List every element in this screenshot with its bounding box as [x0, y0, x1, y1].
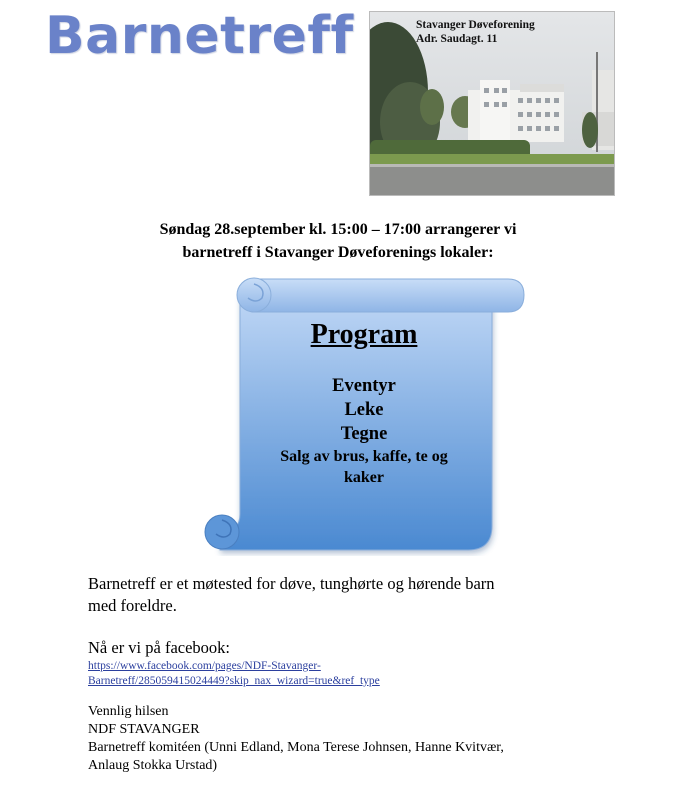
- caption-line: Stavanger Døveforening: [416, 19, 535, 31]
- facebook-heading: Nå er vi på facebook:: [88, 638, 231, 657]
- program-item: Tegne: [340, 424, 388, 444]
- committee-line: Barnetreff komitéen (Unni Edland, Mona Terese Johnsen, Hanne Kvitvær,: [88, 740, 504, 755]
- intro-line: barnetreff i Stavanger Døveforenings lokaler:: [182, 244, 494, 261]
- event-intro: [60, 218, 616, 264]
- link-line[interactable]: Barnetreff/285059415024449?skip_nax_wizard=true&ref_type: [88, 675, 380, 687]
- facebook-link[interactable]: [88, 659, 428, 689]
- page-title: Barnetreff: [45, 6, 354, 66]
- program-item: Salg av brus, kaffe, te og: [280, 448, 448, 465]
- intro-line: Søndag 28.september kl. 15:00 – 17:00 arrangerer vi: [159, 221, 517, 238]
- building-photo: [369, 11, 615, 196]
- link-line[interactable]: https://www.facebook.com/pages/NDF-Stavanger-: [88, 660, 321, 672]
- organization-name: NDF STAVANGER: [88, 722, 200, 737]
- signature-block: [88, 703, 504, 775]
- description-paragraph: [88, 573, 568, 617]
- greeting: Vennlig hilsen: [88, 704, 169, 719]
- program-title: Program: [310, 319, 418, 350]
- program-item: Eventyr: [332, 376, 396, 396]
- committee-line: Anlaug Stokka Urstad): [88, 758, 218, 773]
- description-line: med foreldre.: [88, 596, 177, 615]
- photo-caption: [416, 18, 535, 46]
- program-item: Leke: [344, 400, 384, 420]
- program-content: [236, 318, 492, 488]
- description-line: Barnetreff er et møtested for døve, tunghørte og hørende barn: [88, 574, 495, 593]
- caption-line: Adr. Saudagt. 11: [416, 33, 498, 45]
- program-item: kaker: [344, 469, 384, 486]
